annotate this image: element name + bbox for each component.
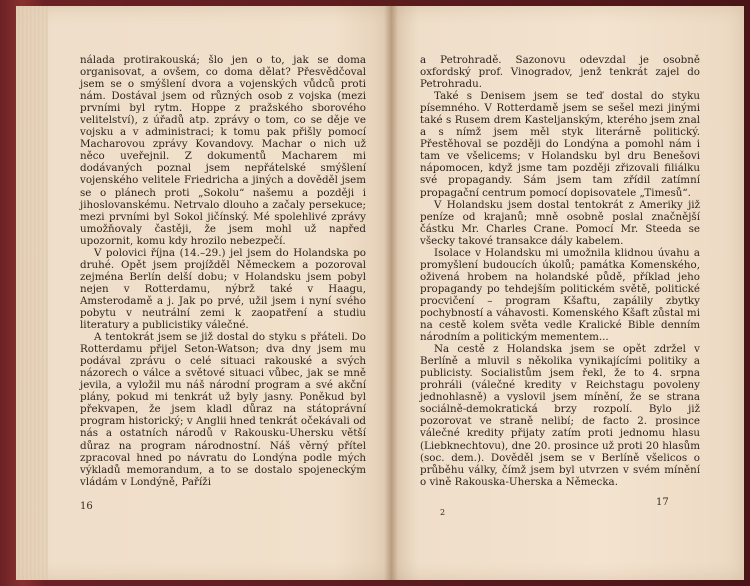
page-edges	[16, 6, 48, 580]
paragraph: A tentokrát jsem se již dostal do styku s přáteli. Do Rotterdamu přijel Seton-Watson; dva dny jsem mu podával zprávu o celé situaci rakouské a svých názorech o válce a světové situaci vůbec, jak se mně jevila, a vyložil mu náš národní program a své akční plány, pokud mi tenkrát už byly jasny. Poněkud byl překvapen, že jsem kladl důraz na státoprávní program historický; v Anglii hned tenkrát očekávali od nás a ostatních národů v Rakousku-Uhersku větší důraz na program národnostní. Náš věrný přítel zpracoval hned po návratu do Londýna podle mých výkladů memorandum, a to se dostalo spojeneckým vládám v Londýně, Paříži	[80, 331, 366, 488]
paragraph: Isolace v Holandsku mi umožnila klidnou úvahu a promyšlení budoucích úkolů; památka Komenského, oživená hrobem na holandské půdě, příklad jeho propagandy po tehdejším politickém světě, politické procvičení – program Kšaftu, zapálily zbytky pochybností a váhavosti. Komenského Kšaft zůstal mi na cestě kolem světa vedle Kralické Bible denním národním a politickým mementem...	[420, 246, 700, 344]
paragraph: Také s Denisem jsem se teď dostal do styku písemného. V Rotterdamě jsem se sešel mezi jinými také s Rusem drem Kasteljanským, kterého jsem znal a s nímž jsem měl styk literárně politický. Přestěhoval se později do Londýna a pomohl nám i tam ve všelicems; v Holandsku byl dru Benešovi nápomocen, když jsme tam později zřizovali filiálku své propagandy. Sám jsem tam zřídil zatímní propagační centrum pomocí dopisovatele „Timesů“.	[420, 90, 700, 199]
paragraph: Na cestě z Holandska jsem se opět zdržel v Berlíně a mluvil s několika vynikajícími politiky a publicisty. Socialistům jsem řekl, že to 4. srpna prohráli (válečné kredity v Reichstagu povoleny jednohlasně) a vyslovil jsem mínění, že se strana sociálně-demokratická brzy rozpolí. Bylo již pozorovat ve straně nelibí; de facto 2. prosince válečné kredity přijaty zatím proti jednomu hlasu (Liebknechtovu), dne 20. prosince už proti 20 hlasům (soc. dem.). Dověděl jsem se v Berlíně všelicos o průběhu války, čímž jsem byl utvrzen v svém mínění o vině Rakouska-Uherska a Německa.	[420, 343, 700, 488]
left-page-text	[80, 54, 366, 488]
book-gutter	[384, 6, 398, 580]
paragraph: V polovici října (14.–29.) jel jsem do Holandska po druhé. Opět jsem projížděl Německem a pozoroval zejména Berlín delší dobu; v Holandsku jsem pobyl nejen v Rotterdamu, nýbrž také v Haagu, Amsterodamě a j. Jak po prvé, užil jsem i nyní svého pobytu v neutrální zemi k zaopatření a studiu literatury a publicistiky válečné.	[80, 246, 366, 332]
paragraph: V Holandsku jsem dostal tentokrát z Ameriky již peníze od krajanů; mně osobně poslal značnější částku Mr. Charles Crane. Pomocí Mr. Steeda se všecky takové transakce dály kabelem.	[420, 198, 700, 247]
page-number-left: 16	[80, 501, 93, 512]
signature-mark: 2	[440, 508, 446, 517]
right-page-text	[420, 54, 700, 488]
paragraph: nálada protirakouská; šlo jen o to, jak se doma organisovat, a ovšem, co doma dělat? Přesvědčoval jsem se o smýšlení dvora a vojenských vůdců proti nám. Dostával jsem od různých osob z vojska (mezi prvními byl rytm. Hoppe z pražského sborového velitelství), z úřadů atp. zprávy o tom, co se děje ve vojsku a v administraci; k tomu pak přišly pomocí Macharovou zprávy Kovandovy. Machar o nich už něco uveřejnil. Z dokumentů Macharem mi dodávaných poznal jsem nepřátelské smýšlení vojenského velitele Friedricha a jiných a dověděl jsem se o plánech proti „Sokolu“ našemu a později i jihoslovanskému. Netrvalo dlouho a začaly persekuce; mezi prvními byl Sokol jičínský. Mé spolehlivé zprávy umožňovaly častěji, že jsem mohl už napřed upozornit, komu kdy hrozilo nebezpečí.	[80, 54, 366, 247]
page-number-right: 17	[656, 497, 669, 508]
paragraph: a Petrohradě. Sazonovu odevzdal je osobně oxfordský prof. Vinogradov, jenž tenkrát zajel do Petrohradu.	[420, 54, 700, 91]
